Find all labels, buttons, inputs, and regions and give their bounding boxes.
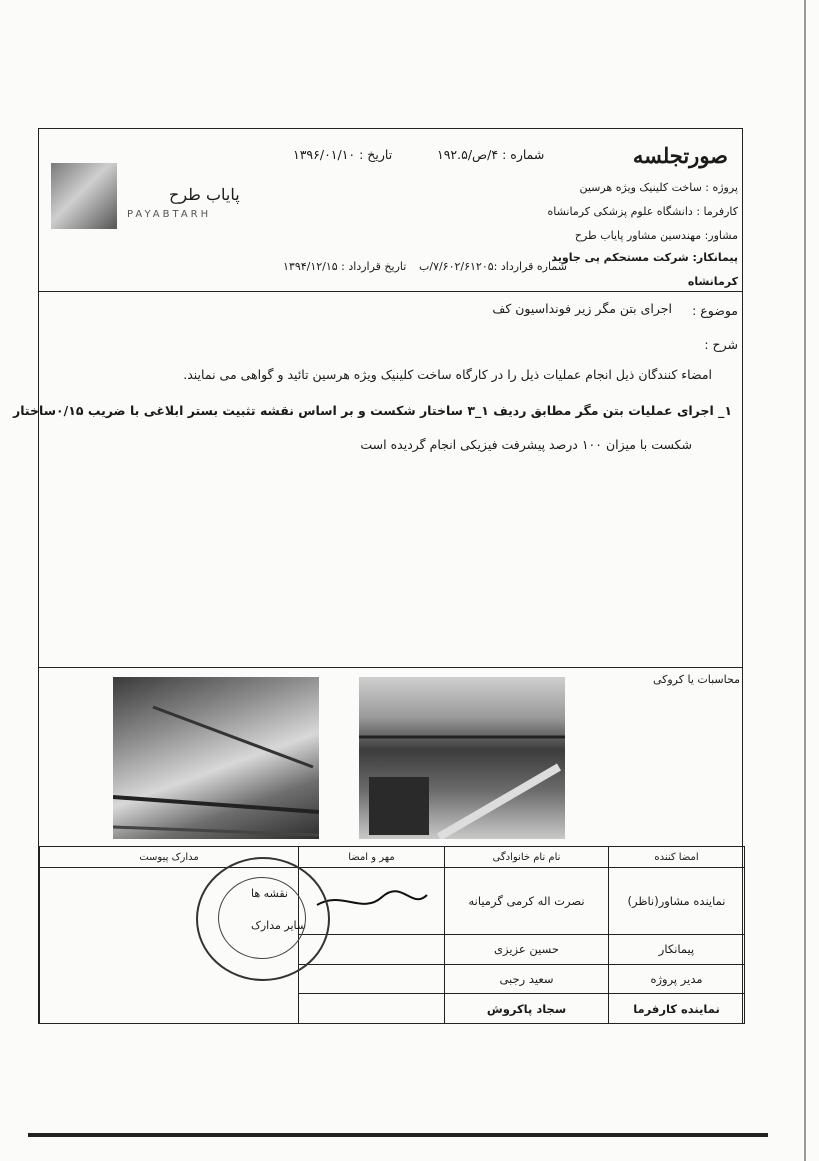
signer-name: حسین عزیزی [445,935,609,965]
company-stamp-inner-ring [218,877,306,959]
signer-role: پیمانکار [609,935,745,965]
document-title: صورتجلسه [632,143,728,168]
page-bottom-rule [28,1133,768,1137]
signatures-table [39,846,745,1024]
signer-role: مدیر پروژه [609,964,745,994]
contract-number: شماره قرارداد :۷/۶۰۲/۶۱۲۰۵/ب [419,260,567,273]
description-label: شرح : [704,337,738,352]
logo-name-en: PAYABTARH [127,209,212,220]
minutes-form [13,128,743,1024]
contractor-field: پیمانکار: شرکت مستحکم پی جاوید [551,251,738,264]
signature-cell [299,964,445,994]
logo-name-fa: پایاب طرح [169,185,240,204]
table-row [40,868,745,935]
site-photo-left [113,677,319,839]
header-divider [39,291,742,292]
signer-name: نصرت اله کرمی گرمیانه [445,868,609,935]
contractor-city: کرمانشاه [687,275,738,288]
subject-text: اجرای بتن مگر زیر فونداسیون کف [492,301,672,316]
document-number: شماره : ۴/ص/۱۹۲.۵ [437,147,545,162]
project-field: پروژه : ساخت کلینیک ویژه هرسین [579,181,738,194]
subject-label: موضوع : [692,303,738,318]
employer-field: کارفرما : دانشگاه علوم پزشکی کرمانشاه [547,205,738,218]
site-photo-right-graphic [359,677,565,839]
header-attachments: مدارک پیوست [40,847,299,868]
signer-role: نماینده مشاور(ناظر) [609,868,745,935]
signatures-header-row [40,847,745,868]
site-photo-right [359,677,565,839]
description-item-1-line-1: ۱_ اجرای عملیات بتن مگر مطابق ردیف ۱_۳ ساختار شکست و بر اساس نقشه تثبیت بستر ابلاغی با ضریب ۰/۱۵ساختار [13,403,732,418]
signature-cell [299,994,445,1024]
signer-name: سعید رجبی [445,964,609,994]
sketch-divider [39,667,742,668]
signer-name: سجاد پاکروش [445,994,609,1024]
header-seal-signature: مهر و امضا [299,847,445,868]
company-logo-icon [51,163,117,229]
signer-role: نماینده کارفرما [609,994,745,1024]
header-full-name: نام نام خانوادگی [445,847,609,868]
consultant-field: مشاور: مهندسین مشاور پایاب طرح [574,229,738,242]
description-item-1-line-2: شکست با میزان ۱۰۰ درصد پیشرفت فیزیکی انجام گردیده است [360,437,692,452]
scan-edge [804,0,806,1161]
document-date: تاریخ : ۱۳۹۶/۰۱/۱۰ [293,147,393,162]
signature-scribble-icon [312,885,432,915]
attachment-other-documents: سایر مدارک [251,919,307,932]
contract-date: تاریخ قرارداد : ۱۳۹۴/۱۲/۱۵ [283,260,407,273]
site-photo-left-graphic [113,677,319,839]
sketch-label: محاسبات یا کروکی [652,673,740,686]
header-signer: امضا کننده [609,847,745,868]
company-stamp-icon [196,857,330,981]
attachment-drawings: نقشه ها [251,887,288,900]
description-intro: امضاء کنندگان ذیل انجام عملیات ذیل را در کارگاه ساخت کلینیک ویژه هرسین تائید و گواهی می نمایند. [183,367,712,382]
